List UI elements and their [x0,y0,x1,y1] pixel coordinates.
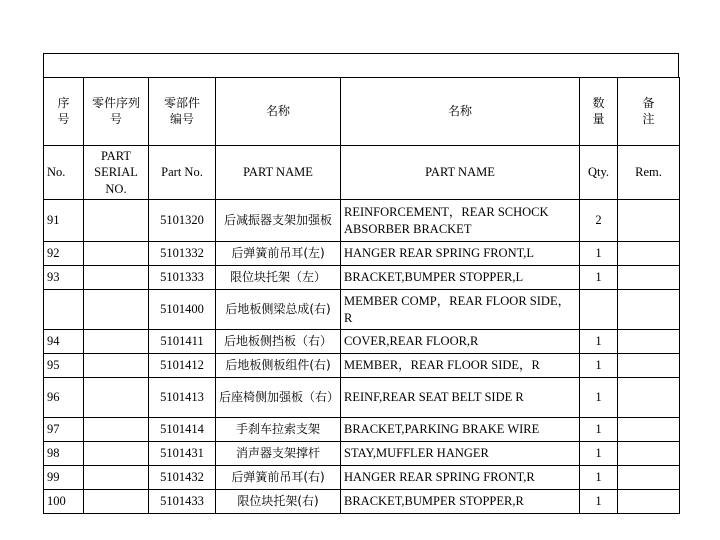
row-name-en: MEMBER COMP，REAR FLOOR SIDE，R [341,290,580,330]
header-seq-cn: 序 号 [44,78,84,146]
header-qty-cn: 数 量 [580,78,618,146]
row-serial [84,266,149,290]
header-name-en-1: PART NAME [216,146,341,200]
row-name-en: STAY,MUFFLER HANGER [341,442,580,466]
row-qty: 1 [580,378,618,418]
row-part-no: 5101411 [149,330,216,354]
row-serial [84,290,149,330]
row-name-en: BRACKET,PARKING BRAKE WIRE [341,418,580,442]
parts-table [43,77,680,514]
parts-sheet [43,53,679,514]
row-part-no: 5101433 [149,490,216,514]
row-name-en: REINFORCEMENT，REAR SCHOCK ABSORBER BRACKET [341,200,580,242]
row-number: 100 [44,490,84,514]
table-row [44,242,680,266]
row-name-en: REINF,REAR SEAT BELT SIDE R [341,378,580,418]
row-rem [618,266,680,290]
row-qty: 1 [580,466,618,490]
header-seq-en: No. [44,146,84,200]
row-number: 91 [44,200,84,242]
row-rem [618,442,680,466]
table-row [44,330,680,354]
row-name-cn: 后地板侧梁总成(右) [216,290,341,330]
header-qty-en: Qty. [580,146,618,200]
row-name-cn: 限位块托架(右) [216,490,341,514]
row-part-no: 5101332 [149,242,216,266]
header-rem-cn: 备 注 [618,78,680,146]
table-row [44,442,680,466]
row-part-no: 5101320 [149,200,216,242]
row-qty: 1 [580,418,618,442]
row-rem [618,242,680,266]
row-part-no: 5101431 [149,442,216,466]
table-row [44,200,680,242]
row-serial [84,242,149,266]
row-qty: 1 [580,330,618,354]
row-name-en: BRACKET,BUMPER STOPPER,R [341,490,580,514]
row-qty: 1 [580,490,618,514]
table-row [44,490,680,514]
sheet-top-strip [43,53,679,77]
row-name-cn: 后座椅侧加强板（右） [216,378,341,418]
row-qty: 1 [580,354,618,378]
row-name-cn: 手刹车拉索支架 [216,418,341,442]
row-number: 95 [44,354,84,378]
row-rem [618,200,680,242]
row-number: 96 [44,378,84,418]
row-name-en: HANGER REAR SPRING FRONT,L [341,242,580,266]
row-rem [618,490,680,514]
row-rem [618,466,680,490]
row-part-no: 5101432 [149,466,216,490]
row-serial [84,330,149,354]
row-qty: 2 [580,200,618,242]
header-name-en-2: PART NAME [341,146,580,200]
header-name-cn: 名称 [216,78,341,146]
table-row [44,266,680,290]
row-rem [618,418,680,442]
row-name-cn: 后弹簧前吊耳(右) [216,466,341,490]
row-rem [618,354,680,378]
row-rem [618,378,680,418]
header-row-cn [44,78,680,146]
row-serial [84,200,149,242]
table-row [44,378,680,418]
row-serial [84,418,149,442]
table-row [44,466,680,490]
row-name-cn: 后地板侧挡板（右） [216,330,341,354]
row-name-en: HANGER REAR SPRING FRONT,R [341,466,580,490]
row-name-en: MEMBER，REAR FLOOR SIDE，R [341,354,580,378]
row-serial [84,442,149,466]
row-name-cn: 后弹簧前吊耳(左) [216,242,341,266]
row-name-en: BRACKET,BUMPER STOPPER,L [341,266,580,290]
row-serial [84,466,149,490]
row-rem [618,290,680,330]
row-serial [84,354,149,378]
row-rem [618,330,680,354]
row-part-no: 5101333 [149,266,216,290]
row-serial [84,490,149,514]
row-name-cn: 限位块托架（左） [216,266,341,290]
row-qty [580,290,618,330]
row-name-en: COVER,REAR FLOOR,R [341,330,580,354]
header-part-no-cn: 零部件 编号 [149,78,216,146]
row-number: 92 [44,242,84,266]
row-number: 99 [44,466,84,490]
table-row [44,290,680,330]
row-serial [84,378,149,418]
row-number: 94 [44,330,84,354]
row-number: 97 [44,418,84,442]
row-qty: 1 [580,242,618,266]
row-name-cn: 后地板侧板组件(右) [216,354,341,378]
table-row [44,354,680,378]
table-row [44,418,680,442]
header-part-no-en: Part No. [149,146,216,200]
header-rem-en: Rem. [618,146,680,200]
row-name-cn: 消声器支架撑杆 [216,442,341,466]
header-serial-en: PART SERIAL NO. [84,146,149,200]
header-name-en-cn: 名称 [341,78,580,146]
row-qty: 1 [580,266,618,290]
row-part-no: 5101400 [149,290,216,330]
row-part-no: 5101412 [149,354,216,378]
header-row-en [44,146,680,200]
row-name-cn: 后减振器支架加强板 [216,200,341,242]
row-number: 93 [44,266,84,290]
row-part-no: 5101414 [149,418,216,442]
row-number: 98 [44,442,84,466]
row-qty: 1 [580,442,618,466]
row-part-no: 5101413 [149,378,216,418]
header-serial-cn: 零件序列 号 [84,78,149,146]
row-number [44,290,84,330]
